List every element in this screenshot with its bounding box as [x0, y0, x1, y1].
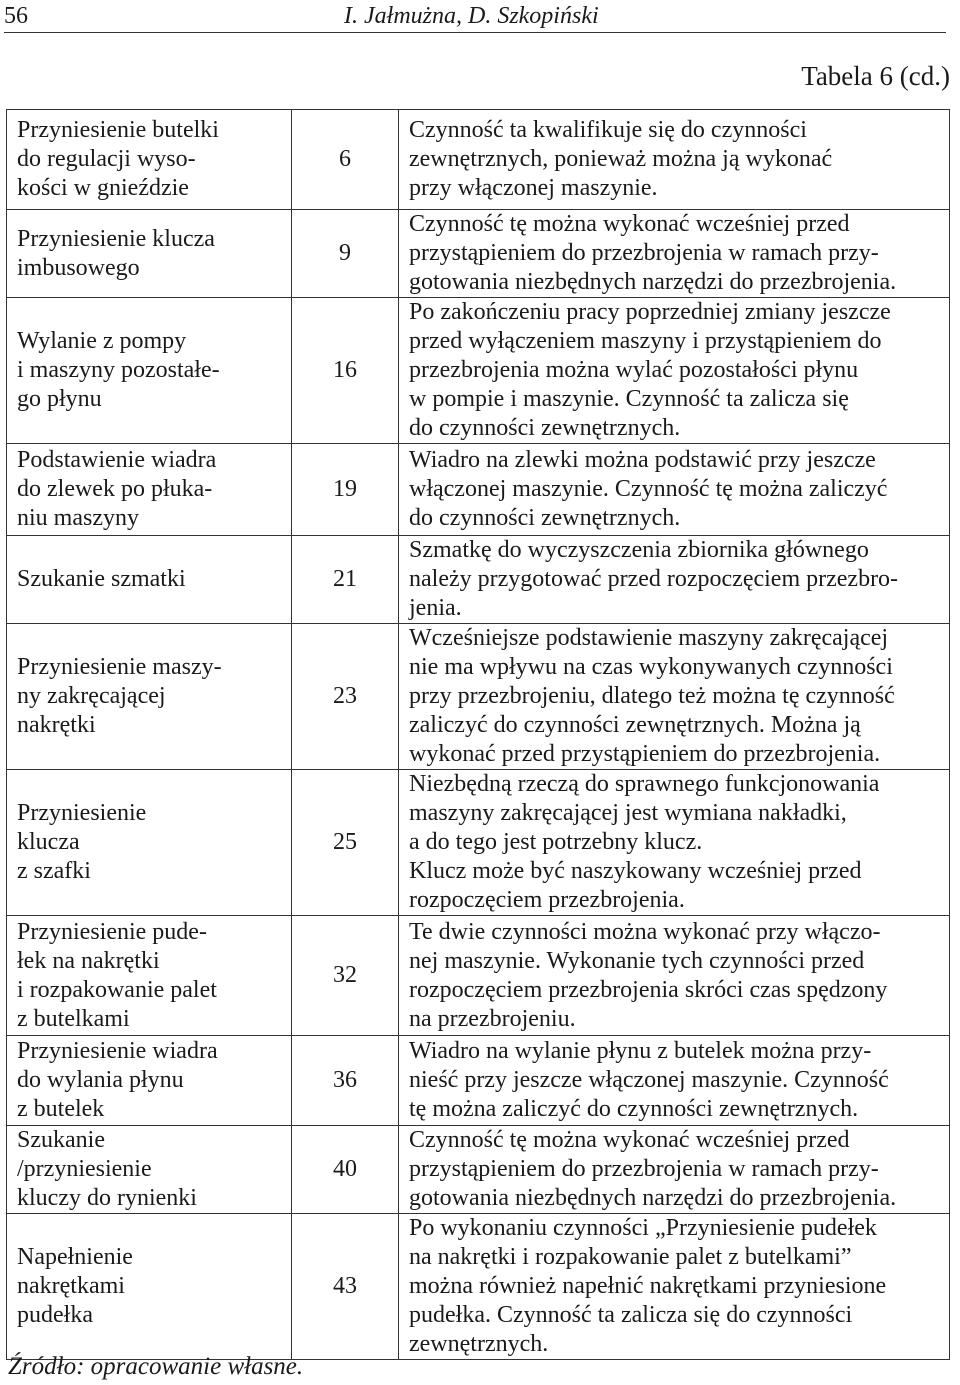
table-row	[7, 298, 950, 444]
comment-cell: Wiadro na wylanie płynu z butelek można przy- nieść przy jeszcze włączonej maszynie. Czynność tę można zaliczyć do czynności zewnętrznych.	[399, 1036, 950, 1126]
comment-cell: Czynność tę można wykonać wcześniej przed przystąpieniem do przezbrojenia w ramach przy- gotowania niezbędnych narzędzi do przezbrojenia.	[399, 1126, 950, 1214]
comment-cell: Wiadro na zlewki można podstawić przy jeszcze włączonej maszynie. Czynność tę można zaliczyć do czynności zewnętrznych.	[399, 444, 950, 536]
table-row	[7, 536, 950, 624]
source-note: Źródło: opracowanie własne.	[8, 1353, 304, 1380]
table-row	[7, 110, 950, 210]
comment-cell: Te dwie czynności można wykonać przy włączo- nej maszynie. Wykonanie tych czynności przed rozpoczęciem przezbrojenia skróci czas spędzony na przezbrojeniu.	[399, 916, 950, 1036]
table-caption: Tabela 6 (cd.)	[801, 61, 950, 91]
table-body	[7, 110, 950, 1360]
activity-cell: Szukanie szmatki	[7, 536, 292, 624]
comment-cell: Szmatkę do wyczyszczenia zbiornika głównego należy przygotować przed rozpoczęciem przezbro- jenia.	[399, 536, 950, 624]
activities-table	[6, 109, 950, 1360]
running-head: I. Jałmużna, D. Szkopiński	[344, 3, 599, 29]
activity-cell: Napełnienie nakrętkami pudełka	[7, 1214, 292, 1360]
time-cell: 43	[292, 1214, 399, 1360]
activity-cell: Przyniesienie maszy- ny zakręcającej nakrętki	[7, 624, 292, 770]
table-row	[7, 444, 950, 536]
activity-cell: Przyniesienie klucza imbusowego	[7, 210, 292, 298]
table-row	[7, 624, 950, 770]
table-row	[7, 916, 950, 1036]
activity-cell: Przyniesienie butelki do regulacji wyso- kości w gnieździe	[7, 110, 292, 210]
comment-cell: Niezbędną rzeczą do sprawnego funkcjonowania maszyny zakręcającej jest wymiana nakładki, a do tego jest potrzebny klucz. Klucz może być naszykowany wcześniej przed rozpoczęciem przezbrojenia.	[399, 770, 950, 916]
table-row	[7, 1036, 950, 1126]
time-cell: 19	[292, 444, 399, 536]
activity-cell: Szukanie /przyniesienie kluczy do rynienki	[7, 1126, 292, 1214]
table-row	[7, 1214, 950, 1360]
time-cell: 21	[292, 536, 399, 624]
page-header	[4, 2, 946, 33]
activity-cell: Przyniesienie klucza z szafki	[7, 770, 292, 916]
time-cell: 16	[292, 298, 399, 444]
time-cell: 36	[292, 1036, 399, 1126]
time-cell: 9	[292, 210, 399, 298]
time-cell: 40	[292, 1126, 399, 1214]
table-row	[7, 770, 950, 916]
time-cell: 32	[292, 916, 399, 1036]
activity-cell: Przyniesienie pude- łek na nakrętki i rozpakowanie palet z butelkami	[7, 916, 292, 1036]
activity-cell: Wylanie z pompy i maszyny pozostałe- go płynu	[7, 298, 292, 444]
comment-cell: Po zakończeniu pracy poprzedniej zmiany jeszcze przed wyłączeniem maszyny i przystąpieniem do przezbrojenia można wylać pozostałości płynu w pompie i maszynie. Czynność ta zalicza się do czynności zewnętrznych.	[399, 298, 950, 444]
comment-cell: Wcześniejsze podstawienie maszyny zakręcającej nie ma wpływu na czas wykonywanych czynności przy przezbrojeniu, dlatego też można tę czynność zaliczyć do czynności zewnętrznych. Można ją wykonać przed przystąpieniem do przezbrojenia.	[399, 624, 950, 770]
time-cell: 25	[292, 770, 399, 916]
time-cell: 23	[292, 624, 399, 770]
comment-cell: Czynność tę można wykonać wcześniej przed przystąpieniem do przezbrojenia w ramach przy- gotowania niezbędnych narzędzi do przezbrojenia.	[399, 210, 950, 298]
page-number: 56	[4, 3, 28, 29]
activity-cell: Podstawienie wiadra do zlewek po płuka- niu maszyny	[7, 444, 292, 536]
table-row	[7, 210, 950, 298]
comment-cell: Po wykonaniu czynności „Przyniesienie pudełek na nakrętki i rozpakowanie palet z butelkami” można również napełnić nakrętkami przyniesione pudełka. Czynność ta zalicza się do czynności zewnętrznych.	[399, 1214, 950, 1360]
time-cell: 6	[292, 110, 399, 210]
table-row	[7, 1126, 950, 1214]
activity-cell: Przyniesienie wiadra do wylania płynu z butelek	[7, 1036, 292, 1126]
comment-cell: Czynność ta kwalifikuje się do czynności zewnętrznych, ponieważ można ją wykonać przy włączonej maszynie.	[399, 110, 950, 210]
